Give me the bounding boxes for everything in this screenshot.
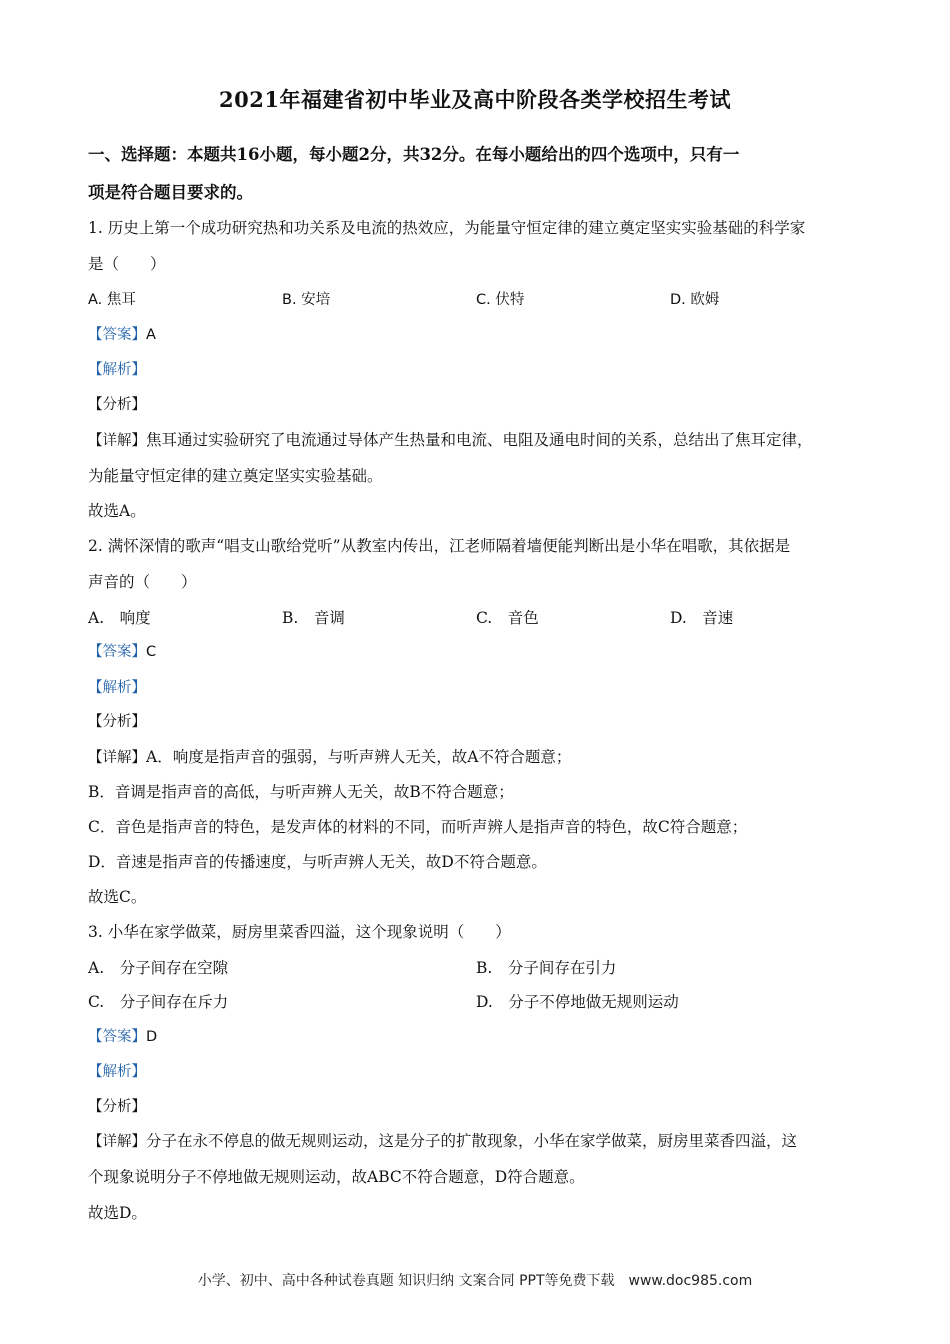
q1-analysis-label: 【解析】 [88, 362, 146, 378]
q2-detail-line-4: D．音速是指声音的传播速度，与听声辨人无关，故D不符合题意。 [88, 853, 547, 871]
section-heading-line-2: 项是符合题目要求的。 [88, 183, 253, 202]
q1-option-c: C. 伏特 [476, 292, 525, 308]
q1-option-b: B. 安培 [282, 292, 331, 308]
q2-conclusion: 故选C。 [88, 888, 147, 906]
detail-label: 【详解】 [88, 750, 146, 766]
q3-conclusion: 故选D。 [88, 1204, 147, 1222]
q3-option-c: C. 分子间存在斥力 [88, 993, 229, 1011]
q3-fenxi-label: 【分析】 [88, 1099, 146, 1115]
answer-label: 【答案】 [88, 327, 146, 343]
q2-option-b: B. 音调 [282, 609, 345, 627]
q2-option-d: D. 音速 [670, 609, 734, 627]
q1-stem-line-2: 是（ ） [88, 255, 166, 273]
q1-fenxi-label: 【分析】 [88, 397, 146, 413]
q1-detail-text-1: 焦耳通过实验研究了电流通过导体产生热量和电流、电阻及通电时间的关系，总结出了焦耳定律， [146, 431, 813, 449]
q2-option-c: C. 音色 [476, 609, 539, 627]
q1-stem-line-1: 1. 历史上第一个成功研究热和功关系及电流的热效应，为能量守恒定律的建立奠定坚实实验基础的科学家 [88, 219, 806, 237]
answer-label: 【答案】 [88, 644, 146, 660]
q2-detail-line-3: C．音色是指声音的特色，是发声体的材料的不同，而听声辨人是指声音的特色，故C符合题意； [88, 818, 748, 836]
page-title: 2021年福建省初中毕业及高中阶段各类学校招生考试 [219, 87, 731, 112]
q3-option-a: A. 分子间存在空隙 [88, 959, 229, 977]
answer-label: 【答案】 [88, 1029, 146, 1045]
q3-detail-line-2: 个现象说明分子不停地做无规则运动，故ABC不符合题意，D符合题意。 [88, 1168, 585, 1186]
section-heading-line-1: 一、选择题：本题共16小题，每小题2分，共32分。在每小题给出的四个选项中，只有一 [88, 145, 740, 164]
q1-option-d: D. 欧姆 [670, 292, 720, 308]
q3-detail-line-1 [88, 1129, 797, 1151]
q3-detail-text-1: 分子在永不停息的做无规则运动，这是分子的扩散现象，小华在家学做菜，厨房里菜香四溢，这 [146, 1132, 798, 1150]
q1-conclusion: 故选A。 [88, 502, 146, 520]
detail-label: 【详解】 [88, 433, 146, 449]
q1-detail-line-1 [88, 428, 813, 450]
q2-detail-text-1: A．响度是指声音的强弱，与听声辨人无关，故A不符合题意； [146, 748, 572, 766]
detail-label: 【详解】 [88, 1134, 146, 1150]
page-footer[interactable]: 小学、初中、高中各种试卷真题 知识归纳 文案合同 PPT等免费下载 www.doc985.com [197, 1273, 753, 1289]
q2-option-a: A. 响度 [88, 609, 151, 627]
q2-stem-line-2: 声音的（ ） [88, 573, 197, 591]
q2-detail-line-1 [88, 745, 571, 767]
q3-option-b: B. 分子间存在引力 [476, 959, 617, 977]
q2-analysis-label: 【解析】 [88, 680, 146, 696]
q1-answer-value: A [146, 327, 156, 343]
q3-stem-line-1: 3. 小华在家学做菜，厨房里菜香四溢，这个现象说明（ ） [88, 923, 511, 941]
q2-fenxi-label: 【分析】 [88, 714, 146, 730]
q1-detail-line-2: 为能量守恒定律的建立奠定坚实实验基础。 [88, 467, 383, 485]
q3-analysis-label: 【解析】 [88, 1064, 146, 1080]
q1-option-a: A. 焦耳 [88, 292, 136, 308]
q3-option-d: D. 分子不停地做无规则运动 [476, 993, 679, 1011]
q1-answer-row [88, 323, 156, 344]
q2-stem-line-1: 2. 满怀深情的歌声“唱支山歌给党听”从教室内传出，江老师隔着墙便能判断出是小华在唱歌，其依据是 [88, 537, 791, 555]
q2-detail-line-2: B．音调是指声音的高低，与听声辨人无关，故B不符合题意； [88, 783, 514, 801]
q3-answer-row [88, 1025, 157, 1046]
q2-answer-row [88, 640, 156, 661]
q3-answer-value: D [146, 1029, 158, 1045]
q2-answer-value: C [146, 644, 157, 660]
